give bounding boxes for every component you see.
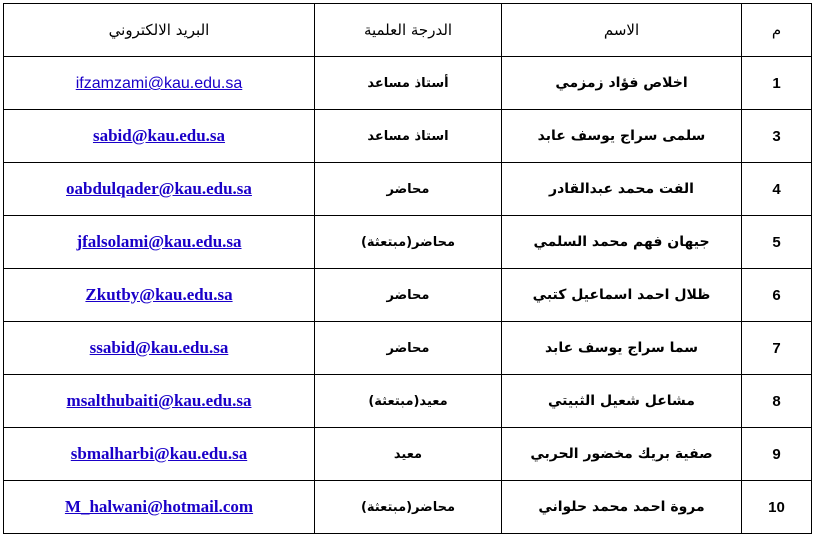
email-link[interactable]: sabid@kau.edu.sa bbox=[92, 126, 226, 145]
row-number: 4 bbox=[742, 163, 812, 216]
email-cell bbox=[4, 322, 315, 375]
email-link[interactable]: oabdulqader@kau.edu.sa bbox=[66, 179, 252, 198]
table-row bbox=[4, 269, 812, 322]
staff-name: مشاعل شعيل الثبيتي bbox=[502, 375, 742, 428]
email-link[interactable]: ssabid@kau.edu.sa bbox=[89, 338, 229, 357]
table-row bbox=[4, 481, 812, 534]
table-row bbox=[4, 57, 812, 110]
staff-name: الفت محمد عبدالقادر bbox=[502, 163, 742, 216]
table-row bbox=[4, 163, 812, 216]
row-number: 5 bbox=[742, 216, 812, 269]
table-row bbox=[4, 110, 812, 163]
table-row bbox=[4, 322, 812, 375]
academic-rank: محاضر(مبتعثة) bbox=[315, 216, 502, 269]
header-rank: الدرجة العلمية bbox=[315, 4, 502, 57]
staff-name: مروة احمد محمد حلواني bbox=[502, 481, 742, 534]
email-cell bbox=[4, 57, 315, 110]
email-cell bbox=[4, 375, 315, 428]
email-cell bbox=[4, 481, 315, 534]
academic-rank: محاضر bbox=[315, 163, 502, 216]
row-number: 6 bbox=[742, 269, 812, 322]
email-link[interactable]: M_halwani@hotmail.com bbox=[64, 497, 254, 516]
row-number: 9 bbox=[742, 428, 812, 481]
email-link[interactable]: jfalsolami@kau.edu.sa bbox=[76, 232, 242, 251]
header-email: البريد الالكتروني bbox=[4, 4, 315, 57]
table-row bbox=[4, 428, 812, 481]
header-name: الاسم bbox=[502, 4, 742, 57]
row-number: 10 bbox=[742, 481, 812, 534]
email-link[interactable]: sbmalharbi@kau.edu.sa bbox=[70, 444, 248, 463]
staff-name: صفية بريك مخضور الحربي bbox=[502, 428, 742, 481]
academic-rank: معيد bbox=[315, 428, 502, 481]
row-number: 3 bbox=[742, 110, 812, 163]
email-link[interactable]: ifzamzami@kau.edu.sa bbox=[75, 75, 243, 92]
header-row bbox=[4, 4, 812, 57]
row-number: 1 bbox=[742, 57, 812, 110]
email-cell bbox=[4, 269, 315, 322]
staff-table bbox=[3, 3, 812, 534]
table-row bbox=[4, 216, 812, 269]
staff-name: جيهان فهم محمد السلمي bbox=[502, 216, 742, 269]
academic-rank: محاضر bbox=[315, 322, 502, 375]
academic-rank: معيد(مبتعثة) bbox=[315, 375, 502, 428]
email-cell bbox=[4, 110, 315, 163]
staff-name: اخلاص فؤاد زمزمي bbox=[502, 57, 742, 110]
email-cell bbox=[4, 216, 315, 269]
staff-name: سلمى سراج يوسف عابد bbox=[502, 110, 742, 163]
academic-rank: استاذ مساعد bbox=[315, 110, 502, 163]
email-cell bbox=[4, 163, 315, 216]
academic-rank: محاضر bbox=[315, 269, 502, 322]
row-number: 7 bbox=[742, 322, 812, 375]
academic-rank: أستاذ مساعد bbox=[315, 57, 502, 110]
row-number: 8 bbox=[742, 375, 812, 428]
email-cell bbox=[4, 428, 315, 481]
email-link[interactable]: msalthubaiti@kau.edu.sa bbox=[66, 391, 252, 410]
staff-name: ظلال احمد اسماعيل كتبي bbox=[502, 269, 742, 322]
email-link[interactable]: Zkutby@kau.edu.sa bbox=[85, 285, 233, 304]
header-number: م bbox=[742, 4, 812, 57]
table-row bbox=[4, 375, 812, 428]
academic-rank: محاضر(مبتعثة) bbox=[315, 481, 502, 534]
staff-name: سما سراج يوسف عابد bbox=[502, 322, 742, 375]
